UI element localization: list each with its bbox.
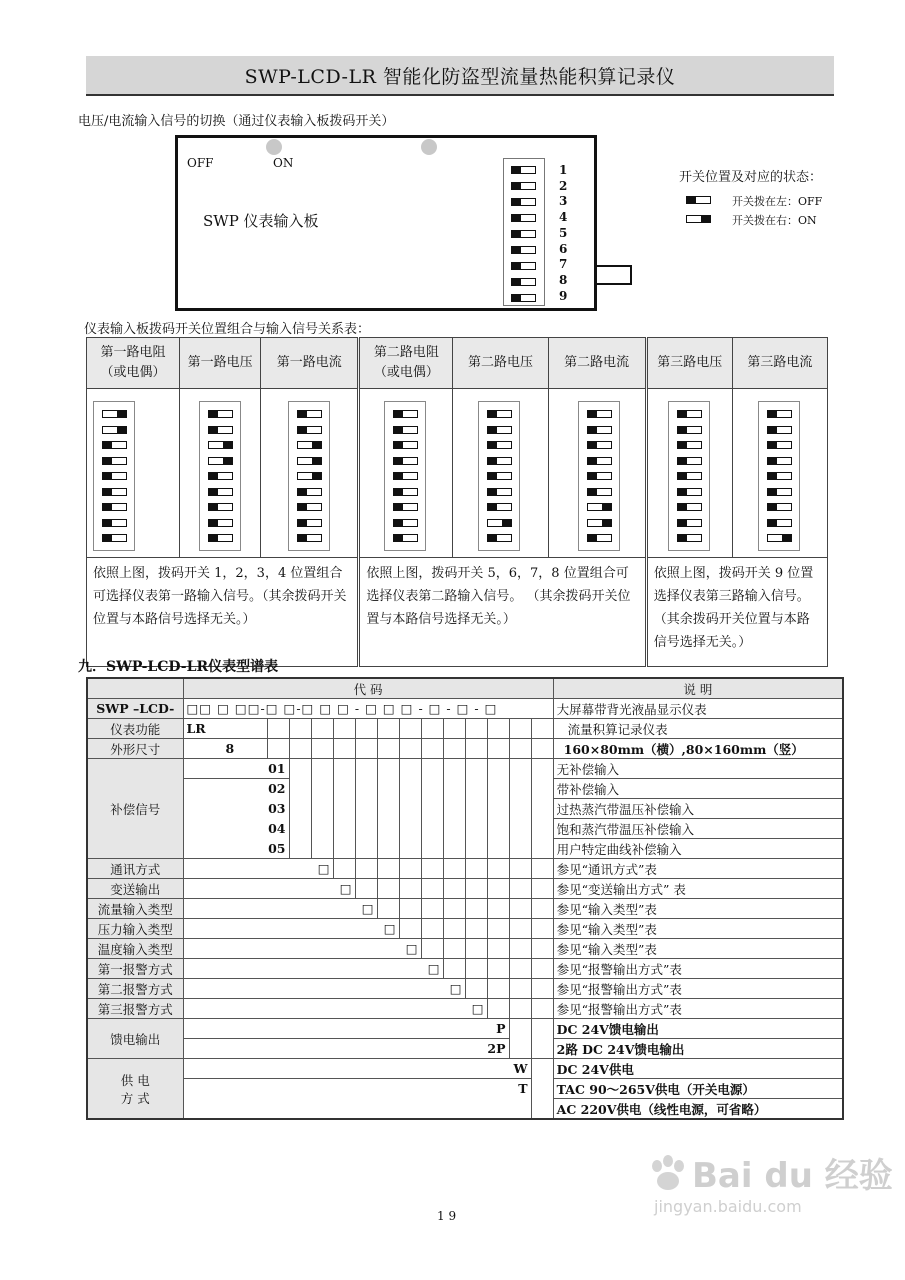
combo-header <box>261 338 359 389</box>
legend-off-text: 开关拨在左：OFF <box>732 195 823 208</box>
row-label-line: 供 电 <box>120 1072 150 1088</box>
page-number: 1 9 <box>437 1209 457 1223</box>
model-row-alarm3 <box>87 999 843 1019</box>
mini-dip-switch <box>393 534 418 542</box>
model-row-temp <box>87 939 843 959</box>
row-label: 补偿信号 <box>87 759 183 859</box>
row-label: 温度输入类型 <box>87 939 183 959</box>
switch-number: 7 <box>559 257 568 272</box>
row-label: SWP –LCD- <box>87 699 183 719</box>
row-desc: 大屏幕带背光液晶显示仪表 <box>553 699 843 719</box>
mini-dip-switch <box>208 457 233 465</box>
watermark-brand: Bai du 经验 <box>692 1156 893 1196</box>
mini-dip-switch <box>208 426 233 434</box>
mini-dip-switch <box>102 410 127 418</box>
row-desc: TAC 90～265V供电（开关电源） <box>553 1079 843 1099</box>
combo-header-line: （或电偶） <box>373 365 439 380</box>
paw-icon <box>648 1154 688 1192</box>
row-desc: DC 24V馈电输出 <box>553 1019 843 1039</box>
combo-header <box>732 338 827 389</box>
mini-dip-switch <box>767 534 792 542</box>
combo-header-line: 第二路电阻 <box>373 345 439 360</box>
mini-dip-switch <box>767 457 792 465</box>
model-row-alarm2 <box>87 979 843 999</box>
combo-header-line: 第一路电流 <box>276 355 342 370</box>
row-desc: 过热蒸汽带温压补偿输入 <box>553 799 843 819</box>
row-desc: 参见“报警输出方式”表 <box>553 979 843 999</box>
row-code: □ <box>183 959 443 979</box>
mini-dip-switch <box>208 534 233 542</box>
mini-dip-switch <box>677 426 702 434</box>
combo-header <box>87 338 180 389</box>
row-code: 8 <box>183 739 267 759</box>
indicator-led-1 <box>266 139 282 155</box>
mini-dip-switch <box>393 488 418 496</box>
mini-dip-switch <box>393 472 418 480</box>
row-label: 流量输入类型 <box>87 899 183 919</box>
row-label-line: 方 式 <box>120 1090 150 1106</box>
mini-dip-switch <box>102 457 127 465</box>
combo-header-line: 第三路电压 <box>657 355 723 370</box>
row-desc: 参见“通讯方式”表 <box>553 859 843 879</box>
mini-dip-switch <box>487 472 512 480</box>
mini-dip-switch <box>587 534 612 542</box>
row-code: □ <box>183 979 465 999</box>
off-label: OFF <box>187 156 214 170</box>
row-label: 通讯方式 <box>87 859 183 879</box>
code-column-header: 代 码 <box>183 678 553 699</box>
mini-dip-switch <box>487 410 512 418</box>
row-code: □ <box>183 999 487 1019</box>
row-label: 第三报警方式 <box>87 999 183 1019</box>
model-row-power <box>87 1099 843 1120</box>
mini-dip-switch <box>297 441 322 449</box>
dip-cell-ch2-voltage <box>453 389 548 558</box>
switch-number-list <box>559 163 567 304</box>
model-row-base <box>87 699 843 719</box>
watermark-url: jingyan.baidu.com <box>654 1197 802 1216</box>
model-row-func <box>87 719 843 739</box>
mini-dip-block <box>668 401 710 551</box>
model-row-size <box>87 739 843 759</box>
row-code <box>183 1099 531 1120</box>
switch-number: 9 <box>559 288 568 303</box>
row-desc: 参见“报警输出方式”表 <box>553 959 843 979</box>
combo-header <box>453 338 548 389</box>
row-label: 第一报警方式 <box>87 959 183 979</box>
mini-dip-switch <box>208 472 233 480</box>
mini-dip-switch <box>487 534 512 542</box>
model-row-power <box>87 1059 843 1079</box>
mini-dip-switch <box>487 426 512 434</box>
baidu-watermark <box>648 1148 893 1216</box>
model-row-comp <box>87 759 843 779</box>
mini-dip-switch <box>677 488 702 496</box>
mini-dip-switch <box>487 488 512 496</box>
mini-dip-switch <box>208 519 233 527</box>
main-dip-switch-block <box>503 158 545 306</box>
mini-dip-switch <box>393 457 418 465</box>
dip-cell-ch2-resistance <box>359 389 453 558</box>
row-code: LR <box>183 719 267 739</box>
mini-dip-switch <box>677 503 702 511</box>
combo-header <box>359 338 453 389</box>
row-label: 馈电输出 <box>87 1019 183 1059</box>
row-desc: 流量积算记录仪表 <box>553 719 843 739</box>
mini-dip-switch <box>677 457 702 465</box>
row-code: □ <box>183 899 377 919</box>
mini-dip-switch <box>587 503 612 511</box>
mini-dip-switch <box>677 441 702 449</box>
code-pattern: □□ □ □□-□ □-□ □ □ - □ □ □ - □ - □ - □ <box>183 699 553 719</box>
dip-switch-5 <box>511 230 536 238</box>
row-code: □ <box>183 879 355 899</box>
row-desc: 用户特定曲线补偿输入 <box>553 839 843 859</box>
row-label: 仪表功能 <box>87 719 183 739</box>
switch-number: 6 <box>559 241 568 256</box>
row-desc: 饱和蒸汽带温压补偿输入 <box>553 819 843 839</box>
mini-dip-switch <box>587 426 612 434</box>
row-desc: AC 220V供电（线性电源，可省略） <box>553 1099 843 1120</box>
mini-dip-switch <box>297 488 322 496</box>
mini-dip-switch <box>102 503 127 511</box>
mini-dip-switch <box>767 441 792 449</box>
combo-header <box>548 338 646 389</box>
dip-cell-ch2-current <box>548 389 646 558</box>
combo-header <box>646 338 732 389</box>
mini-dip-switch <box>297 457 322 465</box>
row-desc: 参见“输入类型”表 <box>553 899 843 919</box>
mini-dip-switch <box>677 534 702 542</box>
combo-dip-row <box>87 389 828 558</box>
mini-dip-switch <box>102 534 127 542</box>
mini-dip-switch <box>677 472 702 480</box>
model-row-trans <box>87 879 843 899</box>
mini-dip-switch <box>297 410 322 418</box>
mini-dip-switch <box>297 472 322 480</box>
mini-dip-switch <box>297 519 322 527</box>
mini-dip-switch <box>587 457 612 465</box>
dip-cell-ch1-voltage <box>180 389 261 558</box>
combo-note-ch3: 依照上图，拨码开关 9 位置选择仪表第三路输入信号。 （其余拨码开关位置与本路信号选择无关。） <box>646 558 827 667</box>
row-desc: 参见“报警输出方式”表 <box>553 999 843 1019</box>
row-code: □ <box>183 939 421 959</box>
mini-dip-switch <box>393 519 418 527</box>
mini-dip-switch <box>587 441 612 449</box>
mini-dip-block <box>93 401 135 551</box>
dip-switch-8 <box>511 278 536 286</box>
row-desc: 无补偿输入 <box>553 759 843 779</box>
mini-dip-switch <box>393 503 418 511</box>
model-row-power <box>87 1079 843 1099</box>
row-code: □ <box>183 919 399 939</box>
combo-header-line: 第三路电流 <box>747 355 813 370</box>
switch-section-heading: 电压/电流输入信号的切换（通过仪表输入板拨码开关） <box>78 114 395 129</box>
row-desc: 160×80mm（横）,80×160mm（竖） <box>553 739 843 759</box>
mini-dip-switch <box>208 441 233 449</box>
page-header <box>86 56 834 96</box>
dip-switch-3 <box>511 198 536 206</box>
desc-column-header: 说 明 <box>553 678 843 699</box>
combo-header-line: 第一路电阻 <box>100 345 166 360</box>
row-label <box>87 1059 183 1120</box>
mini-dip-switch <box>487 503 512 511</box>
dip-switch-9 <box>511 294 536 302</box>
mini-dip-switch <box>102 426 127 434</box>
mini-dip-block <box>478 401 520 551</box>
combo-header-line: 第二路电压 <box>468 355 534 370</box>
mini-dip-switch <box>487 519 512 527</box>
model-row-alarm1 <box>87 959 843 979</box>
row-desc: 2路 DC 24V馈电输出 <box>553 1039 843 1059</box>
mini-dip-block <box>578 401 620 551</box>
row-code: 04 <box>183 819 289 839</box>
mini-dip-switch <box>102 441 127 449</box>
dip-switch-7 <box>511 262 536 270</box>
combo-header-line: （或电偶） <box>100 365 166 380</box>
switch-number: 5 <box>559 225 568 240</box>
model-table-title: 九．SWP-LCD-LR仪表型谱表 <box>78 659 279 675</box>
legend-title: 开关位置及对应的状态： <box>679 170 823 185</box>
mini-dip-switch <box>677 410 702 418</box>
mini-dip-block <box>199 401 241 551</box>
mini-dip-switch <box>297 426 322 434</box>
model-row-feed <box>87 1039 843 1059</box>
mini-dip-block <box>288 401 330 551</box>
row-label: 外形尺寸 <box>87 739 183 759</box>
legend-on-text: 开关拨在右：ON <box>732 214 817 227</box>
mini-dip-switch <box>208 488 233 496</box>
switch-number: 2 <box>559 178 568 193</box>
row-code: P <box>183 1019 509 1039</box>
combo-header <box>180 338 261 389</box>
row-code: 03 <box>183 799 289 819</box>
dip-switch-6 <box>511 246 536 254</box>
mini-dip-switch <box>677 519 702 527</box>
row-code: 01 <box>183 759 289 779</box>
mini-dip-switch <box>587 410 612 418</box>
model-header-row <box>87 678 843 699</box>
row-code: 02 <box>183 779 289 799</box>
mini-dip-block <box>758 401 800 551</box>
dip-switch-2 <box>511 182 536 190</box>
dip-cell-ch1-resistance <box>87 389 180 558</box>
mini-dip-switch <box>767 488 792 496</box>
mini-dip-switch <box>587 519 612 527</box>
header-title: SWP-LCD-LR 智能化防盗型流量热能积算记录仪 <box>244 65 676 88</box>
switch-number: 1 <box>559 163 568 177</box>
model-row-feed <box>87 1019 843 1039</box>
model-row-comm <box>87 859 843 879</box>
mini-dip-switch <box>767 503 792 511</box>
indicator-led-2 <box>421 139 437 155</box>
row-desc: 参见“变送输出方式” 表 <box>553 879 843 899</box>
mini-dip-switch <box>767 519 792 527</box>
legend-off-switch <box>686 196 711 204</box>
model-row-press <box>87 919 843 939</box>
mini-dip-switch <box>102 488 127 496</box>
model-spec-table <box>86 677 844 1120</box>
switch-number: 8 <box>559 272 568 287</box>
row-label: 压力输入类型 <box>87 919 183 939</box>
dip-combination-table <box>86 337 828 667</box>
combo-header-line: 第二路电流 <box>564 355 630 370</box>
mini-dip-switch <box>487 441 512 449</box>
dip-switch-1 <box>511 166 536 174</box>
mini-dip-switch <box>102 519 127 527</box>
row-code: T <box>183 1079 531 1099</box>
mini-dip-switch <box>297 503 322 511</box>
dip-switch-4 <box>511 214 536 222</box>
row-desc: DC 24V供电 <box>553 1059 843 1079</box>
mini-dip-switch <box>393 426 418 434</box>
combo-header-row <box>87 338 828 389</box>
row-desc: 参见“输入类型”表 <box>553 939 843 959</box>
switch-number: 4 <box>559 210 568 225</box>
row-code: 05 <box>183 839 289 859</box>
row-code: □ <box>183 859 333 879</box>
mini-dip-block <box>384 401 426 551</box>
dip-cell-ch3-current <box>732 389 827 558</box>
row-label: 第二报警方式 <box>87 979 183 999</box>
row-code: W <box>183 1059 531 1079</box>
mini-dip-switch <box>393 441 418 449</box>
combo-table-title: 仪表输入板拨码开关位置组合与输入信号关系表： <box>84 322 371 337</box>
row-desc: 带补偿输入 <box>553 779 843 799</box>
mini-dip-switch <box>767 472 792 480</box>
combo-note-ch2: 依照上图，拨码开关 5，6，7，8 位置组合可选择仪表第二路输入信号。 （其余拨码开关位置与本路信号选择无关。） <box>359 558 646 667</box>
dip-cell-ch1-current <box>261 389 359 558</box>
mini-dip-switch <box>587 488 612 496</box>
mini-dip-switch <box>487 457 512 465</box>
combo-note-ch1: 依照上图，拨码开关 1，2，3，4 位置组合可选择仪表第一路输入信号。（其余拨码开关位置与本路信号选择无关。） <box>87 558 359 667</box>
legend-on-switch <box>686 215 711 223</box>
model-row-flow <box>87 899 843 919</box>
mini-dip-switch <box>208 503 233 511</box>
combo-note-row <box>87 558 828 667</box>
mini-dip-switch <box>767 426 792 434</box>
mini-dip-switch <box>208 410 233 418</box>
mini-dip-switch <box>393 410 418 418</box>
mini-dip-switch <box>767 410 792 418</box>
on-label: ON <box>273 156 294 170</box>
dip-cell-ch3-voltage <box>646 389 732 558</box>
mini-dip-switch <box>297 534 322 542</box>
model-corner <box>87 678 183 699</box>
row-label: 变送输出 <box>87 879 183 899</box>
mini-dip-switch <box>102 472 127 480</box>
mini-dip-switch <box>587 472 612 480</box>
row-code: 2P <box>183 1039 509 1059</box>
input-board-connector <box>596 265 632 285</box>
board-label: SWP 仪表输入板 <box>203 212 319 230</box>
switch-number: 3 <box>559 194 568 209</box>
row-desc: 参见“输入类型”表 <box>553 919 843 939</box>
combo-header-line: 第一路电压 <box>187 355 253 370</box>
